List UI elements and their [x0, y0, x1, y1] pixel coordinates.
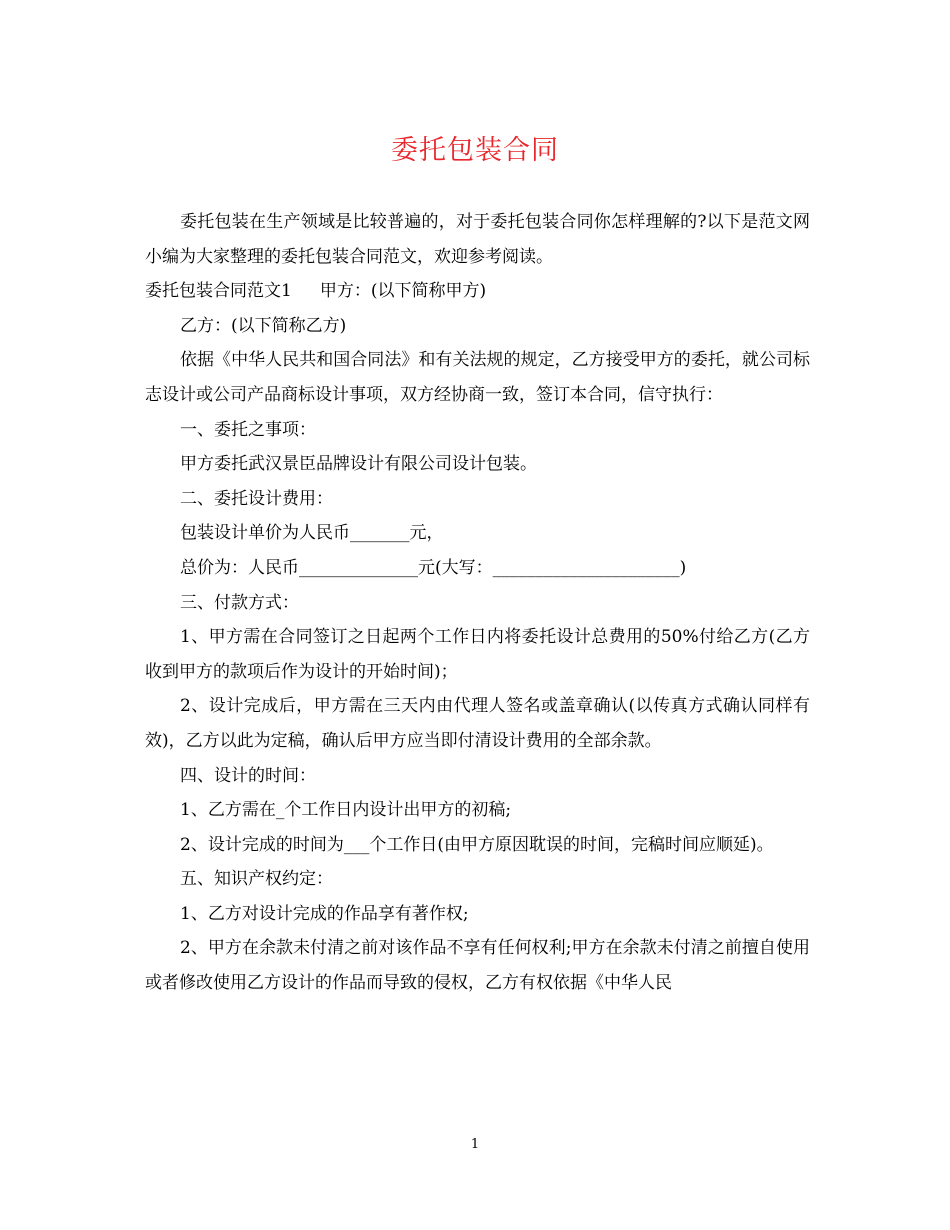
unit-price-line: 包装设计单价为人民币_______元，: [180, 523, 444, 544]
section-4-item-2: 2、设计完成的时间为___个工作日(由甲方原因耽误的时间，完稿时间应顺延)。: [180, 834, 774, 855]
document-title: 委托包装合同: [391, 135, 559, 166]
section-4-item-1: 1、乙方需在_个工作日内设计出甲方的初稿;: [180, 800, 512, 821]
section-3-heading: 三、付款方式：: [180, 592, 299, 613]
section-3-item-1: 1、甲方需在合同签订之日起两个工作日内将委托设计总费用的50%付给乙方(乙方收到甲方的款项后作为设计的开始时间)；: [145, 627, 810, 682]
party-b-line: 乙方：(以下简称乙方): [180, 315, 347, 336]
document-body: [145, 205, 810, 1001]
sample-heading: 委托包装合同范文1: [145, 281, 292, 302]
section-5-item-2: 2、甲方在余款未付清之前对该作品不享有任何权利;甲方在余款未付清之前擅自使用或者修改使用乙方设计的作品而导致的侵权，乙方有权依据《中华人民: [145, 938, 810, 994]
total-price-line: 总价为：人民币______________元(大写：______________________): [180, 557, 687, 578]
section-5-heading: 五、知识产权约定：: [180, 869, 333, 890]
section-2-heading: 二、委托设计费用：: [180, 488, 333, 509]
preamble-paragraph: 依据《中华人民共和国合同法》和有关法规的规定，乙方接受甲方的委托，就公司标志设计或公司产品商标设计事项，双方经协商一致，签订本合同，信守执行：: [145, 350, 810, 405]
sample-heading-line: [145, 274, 810, 309]
section-1-text: 甲方委托武汉景臣品牌设计有限公司设计包装。: [180, 454, 537, 475]
intro-paragraph: 委托包装在生产领域是比较普遍的，对于委托包装合同你怎样理解的?以下是范文网小编为大家整理的委托包装合同范文，欢迎参考阅读。: [145, 212, 810, 267]
section-1-heading: 一、委托之事项：: [180, 419, 316, 440]
party-a-line: 甲方：(以下简称甲方): [319, 281, 487, 302]
section-5-item-1: 1、乙方对设计完成的作品享有著作权;: [180, 903, 469, 924]
section-3-item-2: 2、设计完成后，甲方需在三天内由代理人签名或盖章确认(以传真方式确认同样有效)，乙方以此为定稿，确认后甲方应当即付清设计费用的全部余款。: [145, 696, 810, 751]
section-4-heading: 四、设计的时间：: [180, 765, 316, 786]
page-number: 1: [470, 1137, 480, 1152]
